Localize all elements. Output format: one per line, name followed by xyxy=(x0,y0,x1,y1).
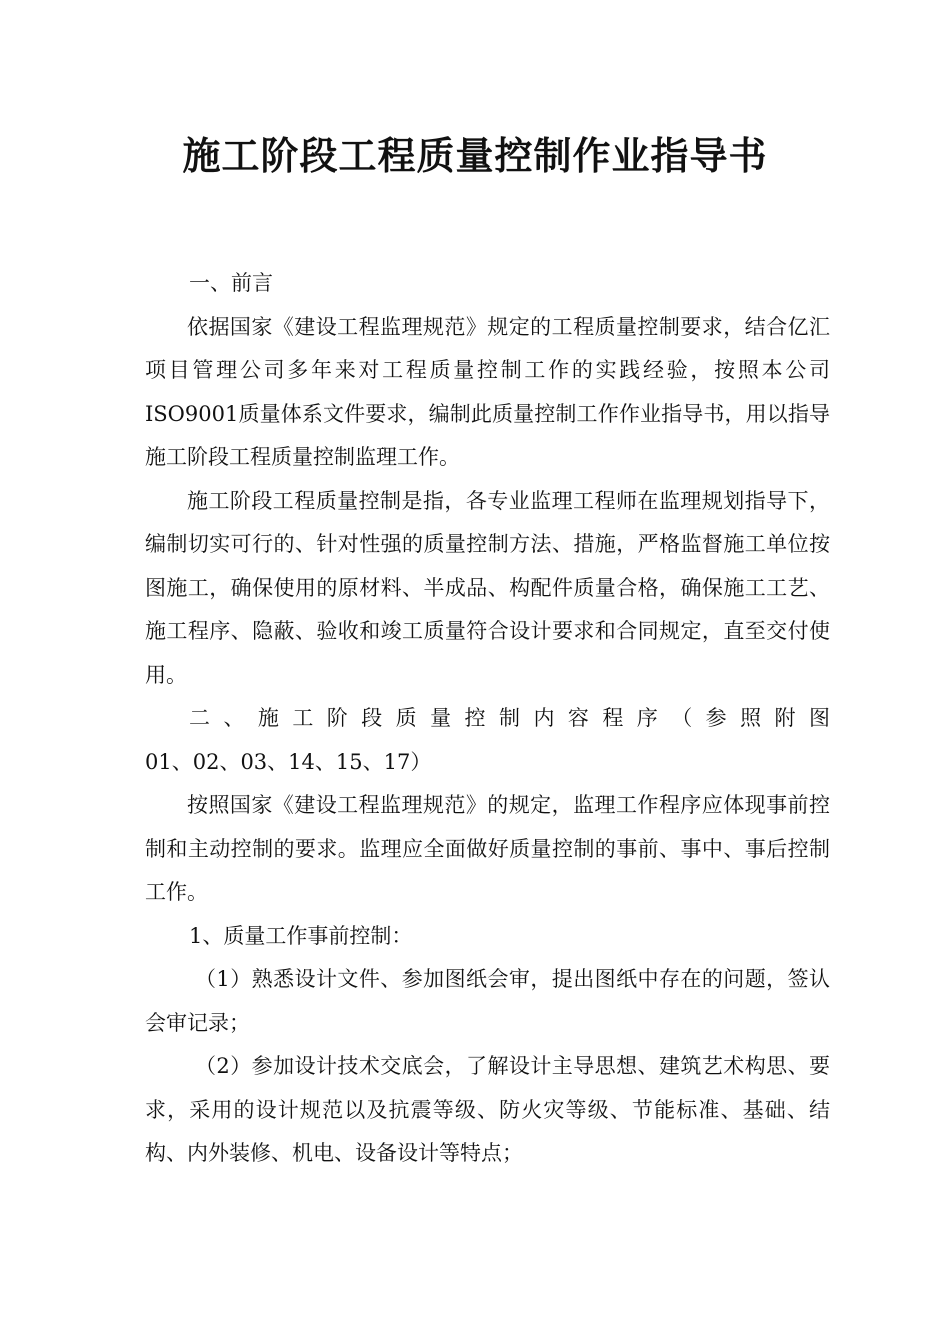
document-title: 施工阶段工程质量控制作业指导书 xyxy=(182,133,768,178)
document-body xyxy=(145,262,830,1176)
list-item-1: （1）熟悉设计文件、参加图纸会审，提出图纸中存在的问题，签认会审记录； xyxy=(145,967,830,1035)
subheading-pre-control: 1、质量工作事前控制： xyxy=(189,923,413,948)
section-heading-procedure xyxy=(145,697,830,784)
section-heading-procedure-line1: 二、施工阶段质量控制内容程序（参照附图 xyxy=(189,706,830,730)
list-item-2: （2）参加设计技术交底会，了解设计主导思想、建筑艺术构思、要求，采用的设计规范以及抗震等级、防火灾等级、节能标准、基础、结构、内外装修、机电、设备设计等特点； xyxy=(145,1054,830,1165)
paragraph-basis: 依据国家《建设工程监理规范》规定的工程质量控制要求，结合亿汇项目管理公司多年来对工程质量控制工作的实践经验，按照本公司ISO9001质量体系文件要求，编制此质量控制工作作业指导书，用以指导施工阶段工程质量控制监理工作。 xyxy=(145,314,830,469)
section-heading-preface: 一、前言 xyxy=(189,271,273,295)
paragraph-definition: 施工阶段工程质量控制是指，各专业监理工程师在监理规划指导下，编制切实可行的、针对性强的质量控制方法、措施，严格监督施工单位按图施工，确保使用的原材料、半成品、构配件质量合格，确保施工工艺、施工程序、隐蔽、验收和竣工质量符合设计要求和合同规定，直至交付使用。 xyxy=(145,488,830,687)
section-heading-procedure-line2: 01、02、03、14、15、17） xyxy=(145,749,432,774)
paragraph-procedure: 按照国家《建设工程监理规范》的规定，监理工作程序应体现事前控制和主动控制的要求。监理应全面做好质量控制的事前、事中、事后控制工作。 xyxy=(145,793,830,904)
